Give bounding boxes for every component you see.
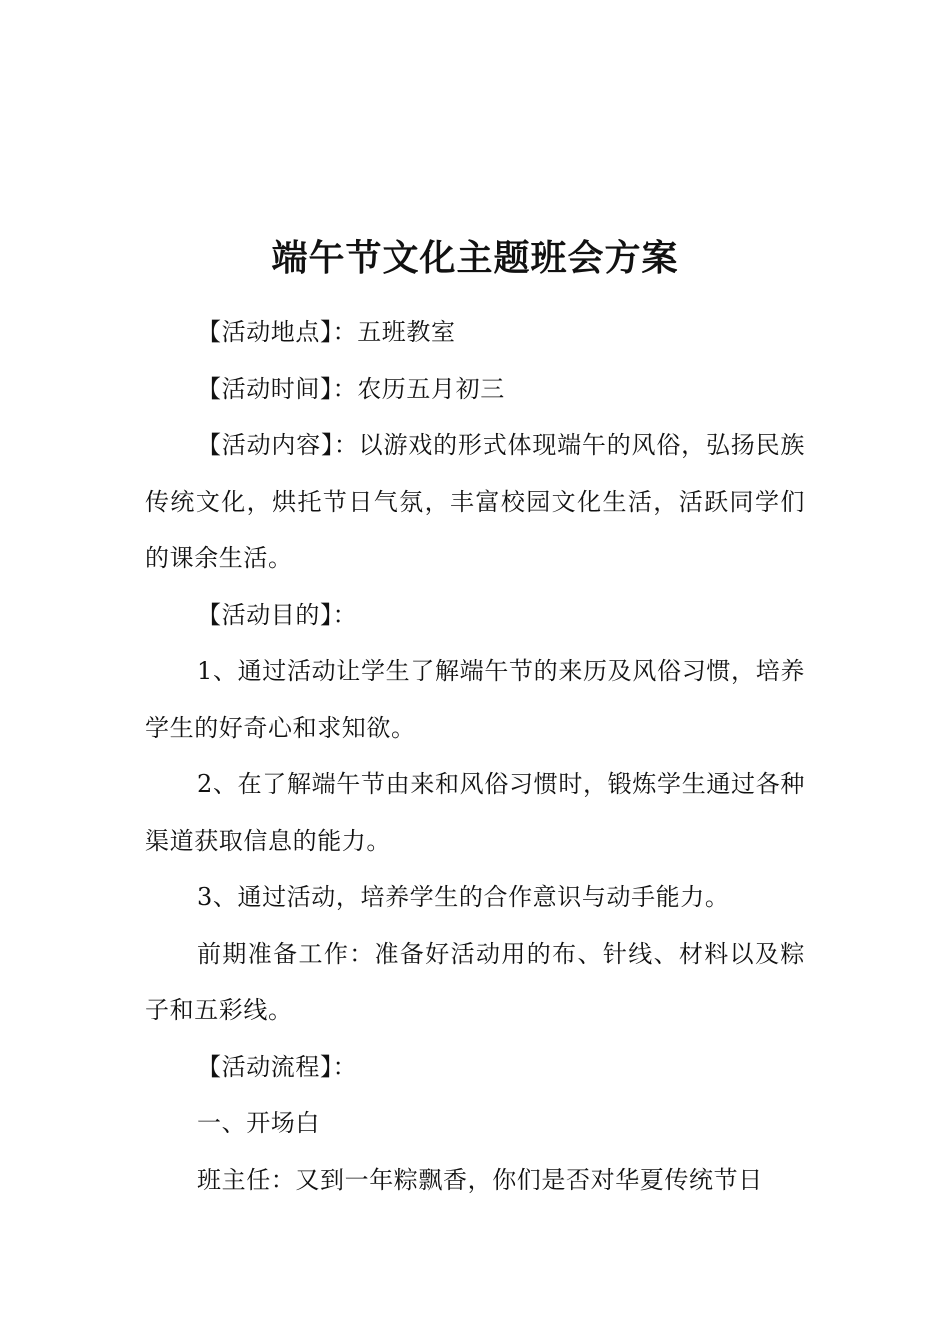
paragraph-activity-content: 【活动内容】：以游戏的形式体现端午的风俗，弘扬民族传统文化，烘托节日气氛，丰富校园文化生活，活跃同学们的课余生活。 [145,431,805,572]
document-body [145,304,805,1208]
paragraph-purpose-item-1: 1、通过活动让学生了解端午节的来历及风俗习惯，培养学生的好奇心和求知欲。 [145,657,805,742]
paragraph-activity-purpose-heading: 【活动目的】： [197,600,358,629]
paragraph-purpose-item-2: 2、在了解端午节由来和风俗习惯时，锻炼学生通过各种渠道获取信息的能力。 [145,770,805,855]
paragraph-activity-time: 【活动时间】：农历五月初三 [197,374,505,403]
paragraph-activity-location: 【活动地点】：五班教室 [197,318,456,346]
paragraph-opening-heading: 一、开场白 [197,1109,320,1137]
paragraph-preparation: 前期准备工作：准备好活动用的布、针线、材料以及粽子和五彩线。 [145,939,805,1024]
paragraph-purpose-item-3: 3、通过活动，培养学生的合作意识与动手能力。 [197,883,730,911]
paragraph-teacher-opening: 班主任：又到一年粽飘香，你们是否对华夏传统节日 [197,1165,763,1194]
paragraph-activity-process-heading: 【活动流程】： [197,1052,358,1081]
document-title: 端午节文化主题班会方案 [271,238,679,279]
